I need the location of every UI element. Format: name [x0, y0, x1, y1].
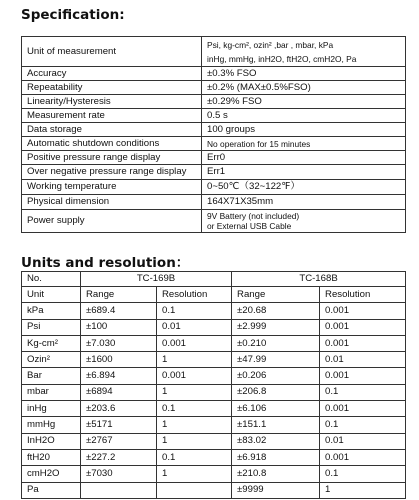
resolution-a-cell: 0.1	[157, 303, 232, 319]
spec-row	[22, 195, 406, 210]
resolution-b-cell: 1	[320, 482, 406, 498]
range-b-cell: ±210.8	[232, 466, 320, 482]
no-label-cell: No.	[22, 272, 81, 287]
unit-cell: Pa	[22, 482, 81, 498]
unit-row	[22, 352, 406, 368]
resolution-b-cell: 0.001	[320, 335, 406, 351]
spec-row	[22, 95, 406, 109]
specification-table	[21, 36, 406, 233]
range-b-cell: ±2.999	[232, 319, 320, 335]
unit-cell: mbar	[22, 384, 81, 400]
unit-cell: Ozin²	[22, 352, 81, 368]
unit-row	[22, 466, 406, 482]
spec-value	[202, 37, 406, 67]
spec-value-line: inHg, mmHg, inH2O, ftH2O, cmH2O, Pa	[207, 53, 357, 64]
unit-row	[22, 433, 406, 449]
unit-cell: Bar	[22, 368, 81, 384]
header-range-b: Range	[232, 287, 320, 303]
unit-cell: Psi	[22, 319, 81, 335]
unit-cell: ftH20	[22, 449, 81, 465]
spec-label: Automatic shutdown conditions	[22, 137, 202, 151]
range-b-cell: ±9999	[232, 482, 320, 498]
range-b-cell: ±0.210	[232, 335, 320, 351]
resolution-b-cell: 0.1	[320, 384, 406, 400]
resolution-b-cell: 0.001	[320, 319, 406, 335]
range-a-cell: ±2767	[81, 433, 157, 449]
resolution-a-cell: 0.1	[157, 401, 232, 417]
spec-row	[22, 137, 406, 151]
range-b-cell: ±20.68	[232, 303, 320, 319]
unit-row	[22, 335, 406, 351]
range-b-cell: ±0.206	[232, 368, 320, 384]
unit-row	[22, 482, 406, 498]
model-b-cell: TC-168B	[232, 272, 406, 287]
resolution-b-cell: 0.001	[320, 303, 406, 319]
unit-row	[22, 449, 406, 465]
spec-label: Data storage	[22, 123, 202, 137]
resolution-b-cell: 0.1	[320, 466, 406, 482]
resolution-b-cell: 0.1	[320, 417, 406, 433]
unit-row	[22, 401, 406, 417]
spec-row	[22, 123, 406, 137]
resolution-a-cell: 0.001	[157, 368, 232, 384]
spec-value: Err1	[202, 165, 406, 180]
spec-value-line: Psi, kg-cm², ozin² ,bar , mbar, kPa	[207, 39, 334, 50]
units-resolution-table	[21, 271, 406, 499]
resolution-a-cell: 1	[157, 433, 232, 449]
spec-row	[22, 165, 406, 180]
resolution-b-cell: 0.001	[320, 368, 406, 384]
range-a-cell	[81, 482, 157, 498]
resolution-a-cell	[157, 482, 232, 498]
resolution-a-cell: 0.1	[157, 449, 232, 465]
spec-label: Linearity/Hysteresis	[22, 95, 202, 109]
spec-row	[22, 151, 406, 165]
units-resolution-title: Units and resolution：	[21, 255, 190, 271]
resolution-a-cell: 0.001	[157, 335, 232, 351]
unit-cell: cmH2O	[22, 466, 81, 482]
range-a-cell: ±203.6	[81, 401, 157, 417]
unit-cell: InH2O	[22, 433, 81, 449]
unit-cell: kPa	[22, 303, 81, 319]
range-a-cell: ±7.030	[81, 335, 157, 351]
range-b-cell: ±206.8	[232, 384, 320, 400]
range-b-cell: ±83.02	[232, 433, 320, 449]
spec-label: Repeatability	[22, 81, 202, 95]
header-resolution-a: Resolution	[157, 287, 232, 303]
spec-label: Measurement rate	[22, 109, 202, 123]
resolution-a-cell: 1	[157, 352, 232, 368]
spec-row	[22, 109, 406, 123]
spec-value: 0.5 s	[202, 109, 406, 123]
range-a-cell: ±7030	[81, 466, 157, 482]
model-header-row	[22, 272, 406, 287]
resolution-b-cell: 0.01	[320, 433, 406, 449]
unit-row	[22, 319, 406, 335]
spec-value: ±0.3% FSO	[202, 67, 406, 81]
resolution-a-cell: 1	[157, 466, 232, 482]
spec-value: 100 groups	[202, 123, 406, 137]
spec-value: No operation for 15 minutes	[202, 137, 406, 151]
resolution-a-cell: 1	[157, 417, 232, 433]
resolution-b-cell: 0.01	[320, 352, 406, 368]
range-b-cell: ±6.106	[232, 401, 320, 417]
range-a-cell: ±5171	[81, 417, 157, 433]
spec-label: Positive pressure range display	[22, 151, 202, 165]
resolution-a-cell: 0.01	[157, 319, 232, 335]
model-a-cell: TC-169B	[81, 272, 232, 287]
spec-label: Power supply	[22, 210, 202, 233]
resolution-a-cell: 1	[157, 384, 232, 400]
spec-label: Working temperature	[22, 180, 202, 195]
range-b-cell: ±151.1	[232, 417, 320, 433]
unit-cell: mmHg	[22, 417, 81, 433]
spec-label: Over negative pressure range display	[22, 165, 202, 180]
header-resolution-b: Resolution	[320, 287, 406, 303]
range-a-cell: ±689.4	[81, 303, 157, 319]
spec-value	[202, 210, 406, 233]
resolution-b-cell: 0.001	[320, 401, 406, 417]
range-a-cell: ±227.2	[81, 449, 157, 465]
spec-row	[22, 180, 406, 195]
range-a-cell: ±6894	[81, 384, 157, 400]
unit-cell: Kg-cm²	[22, 335, 81, 351]
spec-value: Err0	[202, 151, 406, 165]
spec-value: ±0.29% FSO	[202, 95, 406, 109]
resolution-b-cell: 0.001	[320, 449, 406, 465]
unit-row	[22, 368, 406, 384]
unit-row	[22, 303, 406, 319]
spec-value: ±0.2% (MAX±0.5%FSO)	[202, 81, 406, 95]
spec-row	[22, 67, 406, 81]
unit-row	[22, 417, 406, 433]
spec-label: Unit of measurement	[22, 37, 202, 67]
spec-row	[22, 37, 406, 67]
column-header-row	[22, 287, 406, 303]
specification-title: Specification:	[21, 7, 125, 23]
range-a-cell: ±1600	[81, 352, 157, 368]
unit-row	[22, 384, 406, 400]
range-b-cell: ±47.99	[232, 352, 320, 368]
range-b-cell: ±6.918	[232, 449, 320, 465]
spec-label: Physical dimension	[22, 195, 202, 210]
spec-row	[22, 210, 406, 233]
unit-cell: inHg	[22, 401, 81, 417]
header-range-a: Range	[81, 287, 157, 303]
spec-value: 164X71X35mm	[202, 195, 406, 210]
header-unit: Unit	[22, 287, 81, 303]
spec-value-line: or External USB Cable	[207, 221, 292, 231]
spec-value: 0~50℃（32~122℉）	[202, 180, 406, 195]
range-a-cell: ±100	[81, 319, 157, 335]
range-a-cell: ±6.894	[81, 368, 157, 384]
spec-row	[22, 81, 406, 95]
spec-value-line: 9V Battery (not included)	[207, 211, 300, 221]
spec-label: Accuracy	[22, 67, 202, 81]
